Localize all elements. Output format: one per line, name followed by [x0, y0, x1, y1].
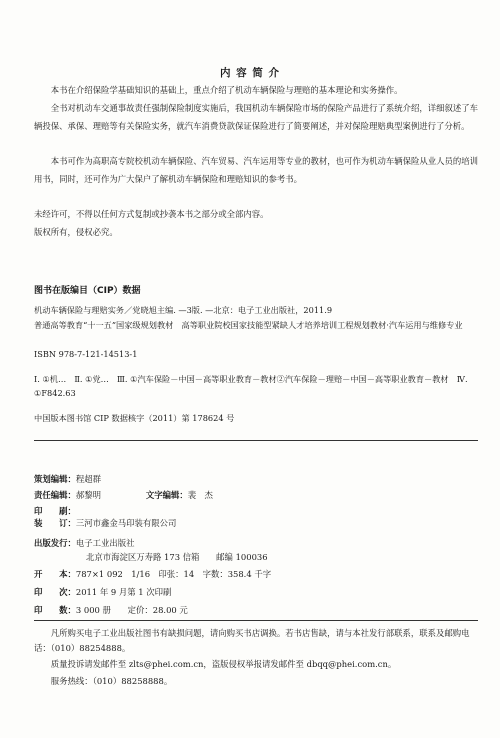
cip-series: 普通高等教育“十一五”国家级规划教材 高等职业院校国家技能型紧缺人才培养培训工程规划教材·汽车运用与维修专业: [34, 320, 463, 330]
cip-entry: 机动车辆保险与理赔实务／党晓旭主编. —3版. —北京：电子工业出版社，2011.9: [34, 305, 333, 315]
credit-publisher: [34, 536, 135, 550]
credit-value: 787×1 092 1/16 印张：14 字数：358.4 千字: [75, 569, 272, 579]
credit-value: 郝黎明: [75, 490, 101, 500]
credit-value: 裴 杰: [187, 490, 213, 500]
credit-label: 出版发行：: [34, 538, 76, 548]
credit-label: 责任编辑：: [34, 490, 76, 500]
cip-library-number: 中国版本图书馆 CIP 数据核字（2011）第 178624 号: [34, 413, 235, 423]
credit-copies: [34, 603, 188, 617]
divider: [34, 620, 478, 621]
summary-paragraph-1: 本书在介绍保险学基础知识的基础上，重点介绍了机动车辆保险与理赔的基本理论和实务操作。: [50, 85, 403, 95]
cip-heading: 图书在版编目（CIP）数据: [34, 286, 141, 296]
credit-binding: [34, 516, 176, 530]
credit-format: [34, 567, 271, 581]
credit-value: 2011 年 9 月第 1 次印刷: [75, 587, 172, 597]
summary-paragraph-2: 全书对机动车交通事故责任强制保险制度实施后，我国机动车辆保险市场的保险产品进行了系统介绍，详细叙述了车辆投保、承保、理赔等有关保险实务，就汽车消费贷款保证保险进行了简要阐述，并对保险理赔典型案例进行了分析。: [34, 103, 478, 131]
credit-value: 三河市鑫金马印装有限公司: [75, 518, 177, 528]
copyright-notice: 未经许可，不得以任何方式复制或抄袭本书之部分或全部内容。: [34, 209, 269, 219]
credit-value: 北京市海淀区万寿路 173 信箱 邮编 100036: [86, 552, 268, 562]
credit-value: 3 000 册 定价：28.00 元: [75, 605, 188, 615]
complaint-notice: 质量投诉请发邮件至 zlts@phei.com.cn，盗版侵权举报请发邮件至 dbqq@phei.com.cn。: [50, 659, 397, 669]
cip-isbn: ISBN 978-7-121-14513-1: [34, 349, 138, 359]
credit-label: 开 本：: [34, 569, 76, 579]
publisher-address: [86, 550, 268, 564]
purchase-notice: 凡所购买电子工业出版社图书有缺损问题，请向购买书店调换。若书店售缺，请与本社发行部联系，联系及邮购电话：（010）88254888。: [34, 628, 470, 653]
divider: [34, 440, 478, 441]
summary-title: 内 容 简 介: [220, 67, 280, 79]
credit-value: 程超群: [75, 474, 101, 484]
credit-planning: [34, 472, 101, 486]
credit-edition: [34, 585, 171, 599]
rights-reserved: 版权所有，侵权必究。: [34, 227, 118, 237]
service-hotline: 服务热线：（010）88258888。: [50, 676, 173, 686]
cip-subjects: Ⅰ. ①机… Ⅱ. ①党… Ⅲ. ①汽车保险－中国－高等职业教育－教材②汽车保险－理赔－中国－高等职业教育－教材 Ⅳ. ①F842.63: [34, 374, 468, 398]
credit-editor: [34, 488, 213, 502]
credit-label: 装 订：: [34, 518, 76, 528]
credit-label: 印 刷：: [34, 506, 76, 516]
credit-label: 策划编辑：: [34, 474, 76, 484]
credit-label: 印 数：: [34, 605, 76, 615]
credit-value: 电子工业出版社: [75, 538, 135, 548]
credit-label: 文字编辑：: [145, 490, 188, 500]
credit-label: 印 次：: [34, 587, 76, 597]
summary-paragraph-3: 本书可作为高职高专院校机动车辆保险、汽车贸易、汽车运用等专业的教材，也可作为机动车辆保险从业人员的培训用书，同时，还可作为广大保户了解机动车辆保险和理赔知识的参考书。: [34, 156, 478, 184]
